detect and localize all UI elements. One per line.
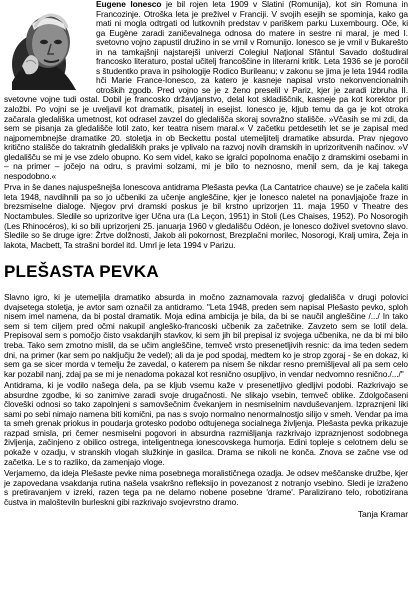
article-paragraph-2: Antidrama, ki je vodilo našega dela, pa se kljub vsemu kaže v presenetljivo gledljivi podobi. Razkrivajo se absurdne zgodbe, ki so zanimive zaradi svoje drugačnosti. Ne slikajo vsebin, temveč oblike. Zdolgočaseni človeški odnosi so tako zapolnjeni s samovšečnim čvekanjem in nesmiselnim navduševanjem. Izpraznjeni liki sami po sebi nimajo namena biti komični, pa nas s svojo normalno nenormalnostjo silijo v smeh. Vendar pa ima ta smeh grenak priokus in poudarja grotesko podobo odtujenega socialnega življenja. Plešasta pevka prikazuje razpad smisla, pri čemer nesmiselni pogovori in absurdna razmišljanja razkrivajo izpraznjenost sodobnega življenja, začinjeno z obilico ostrega, inteligentnega ionescovskega humorja. Edini topleje s celotnem delu se pokaže v ozadju, v stranskih vlogah služkinje in gasilca. Drama se nikoli ne konča. Znova se začne vse od začetka. Le s to razliko, da zamenjajo vloge. (4, 380, 408, 467)
biography-text: je bil rojen leta 1909 v Slatini (Romunija), kot sin Romuna in Francozinje. Otroška leta je preživel v Franciji. V svojih esejih se spominja, kako ga mati ni mogla odtrgati od lutkovnih predstav v pariškem parku Luxembourg. Oče, ki ga Eugène zaradi zaničevalnega odnosa do matere in sestre ni maral, je med I. svetovno vojno zapustil družino in se vrnil v Romunijo. Ionesco se je vrnil v Bukarešto in na tamkajšnji najstarejši univerzi Colegiul Naţional Sfântul Savado doštudiral francosko literaturo, postal učitelj francoščine in literarni kritik. Leta 1936 se je poročil s študentko prava in psihologije Rodico Burileanu; v zakonu se jima je leta 1944 rodila hči Marie France-Ionesco, za katero je kasneje napisal vrsto nekonvencionalnih otroških zgodb. Pred vojno se je z ženo preselil v Pariz, kjer je zaradi izbruha II. svetovne vojne tudi ostal. Dobil je francosko državljanstvo, delal kot skladiščnik, kasneje pa kot korektor pri založbi. Po vojni se je uveljavil kot dramatik, pisatelj in esejist. Ionesco je, kljub temu da ga je kot otroka začarala gledališka umetnost, kot odrasel zavzel do gledališča skoraj sovražno stališče. »Včasih se mi zdi, da sem se pisanja za gledališče lotil zato, ker teatra nisem maral.« V začetku petdesetih let se je zapisal med najpomembnejše dramatike 20. stoletja in ob Beckettu postal utemeljitelj dramatike absurda. Prav njegovo kritično stališče do takratnih gledaliških praks je vplivalo na razvoj novih dramskih in uprizoritvenih načinov. »V gledališču se mi je vse zdelo obupno. Ko sem videl, kako se igralci popolnoma enačijo z dramskimi osebami in – na primer – jočejo na odru, s pravimi solzami, mi je bilo to neznosno, menil sem, da je kaj takega nespodobno.« (4, 0, 408, 181)
article-paragraph-1: Slavno igro, ki je utemeljila dramatiko absurda in močno zaznamovala razvoj gledališča v drugi polovici dvajsetega stoletja, je avtor sam označil za antidramo. "Leta 1948, preden sem napisal Plešasto pevko, sploh nisem imel namena, da bi postal dramatik. Moja edina ambicija je bila, da bi se naučil angleščine /.../ In tako sem si tem ciljem pred očmi nakupil angleško-francoski učbenik za začetnike. Zavzeto sem se lotil dela. Prepisoval sem s pomočjo čisto vsakdanjih stavkov, ki sem jih bil prepisal iz svojega učbenika, ne da bi mi bilo treba. Tako sem zmotno mislil, da se učim angleščine, temveč vrsto presenetljivih resnic: da ima teden sedem dni, na primer (kar sem po naključju že vedel); ali da je pod spodaj, medtem ko je strop zgoraj - še en dokaz, ki sem ga se sicer morda v temelju že zavedal, o katerem pa nisem še nikdar resno premišljeval ali pa sem celo kar pozabil nanj, zdaj pa se mi je nenadoma pokazal kot resnično osupljivo, in vendar nedvomno resnično./.../" (4, 292, 408, 379)
author-portrait (4, 2, 90, 90)
article-heading: PLEŠASTA PEVKA (4, 262, 159, 282)
author-name: Eugene Ionesco (96, 0, 162, 9)
author-signature: Tanja Kramar (357, 509, 408, 520)
works-paragraph: Prva in še danes najuspešnejša Ionescova antidrama Plešasta pevka (La Cantatrice chauve) se je začela kaliti leta 1948, navdihnili pa so jo učbeniki za učenje angleščine, kjer je Ionesco naletel na ponavljajoče fraze in brezsmiselne dialoge. Njegov prvi dramski poskus je bil krstno uprizorjen 11. maja 1950 v Theatre des Noctambules. Sledile so uprizoritve iger Učna ura (La Leçon, 1951) in Stoli (Les Chaises, 1952). Po Nosorogih (Les Rhinocéros), ki so bili uprizorjeni 25. januarja 1960 v gledališču Odéon, je Ionesco doživel svetovno slavo. Sledile so še druge igre: Žrtve dolžnosti, Jakob ali pokornost, Brezplačni morilec, Nosorogi, Kralj umira, Žeja in lakota, Macbett, Ta strašni bordel itd. Umrl je leta 1994 v Parizu. (4, 182, 408, 250)
article-paragraph-3: Verjamemo, da ideja Plešaste pevke nima posebnega moralističnega ozadja. Je odsev meščanske družbe, kjer je zapovedana vsakdanja rutina našela vsakršno refleksijo in povezanost z notranjo vsebino. Sledi je izraženo s pretiravanjem v izreki, razen tega pa ne delamo nobene posebne 'drame'. Paralizirano telo, robotizirana čustva in malošteviln burleskni gibi razkrivajo svojevrstno dramo. (4, 468, 408, 507)
author-portrait-image (4, 2, 90, 90)
